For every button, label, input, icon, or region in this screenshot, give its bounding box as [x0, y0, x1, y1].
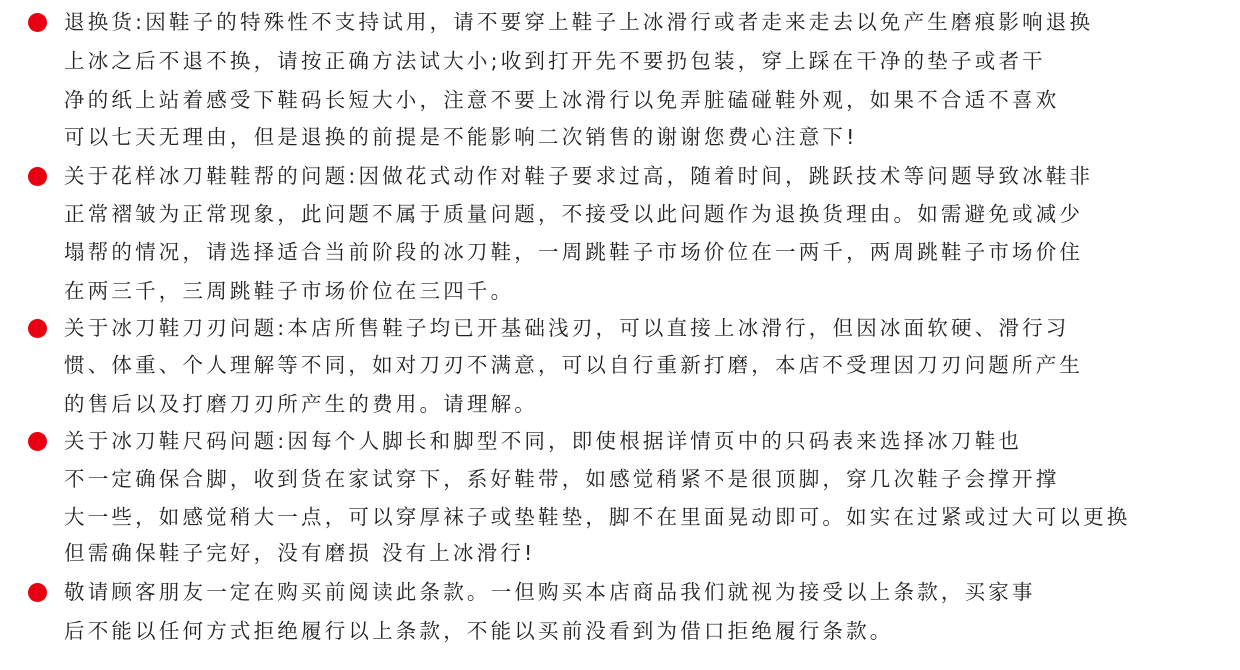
- policy-text-line: 不一定确保合脚，收到货在家试穿下，系好鞋带，如感觉稍紧不是很顶脚，穿几次鞋子会撑开撑: [64, 467, 1060, 491]
- policy-text-line: 塌帮的情况，请选择适合当前阶段的冰刀鞋，一周跳鞋子市场价位在一两千，两周跳鞋子市场价住: [64, 240, 1084, 264]
- policy-text-line: 关于冰刀鞋尺码问题:因每个人脚长和脚型不同，即使根据详情页中的只码表来选择冰刀鞋也: [64, 429, 1023, 453]
- policy-text-line: 大一些，如感觉稍大一点，可以穿厚袜子或垫鞋垫，脚不在里面晃动即可。如实在过紧或过大可以更换: [64, 505, 1131, 529]
- policy-text-line: 上冰之后不退不换，请按正确方法试大小;收到打开先不要扔包装，穿上踩在干净的垫子或者干: [64, 49, 1046, 73]
- policy-text-line: 后不能以任何方式拒绝履行以上条款，不能以买前没看到为借口拒绝履行条款。: [64, 619, 894, 643]
- policy-text-line: 可以七天无理由，但是退换的前提是不能影响二次销售的谢谢您费心注意下!: [64, 125, 858, 149]
- red-bullet-icon: [28, 167, 47, 186]
- red-bullet-icon: [28, 432, 47, 451]
- red-bullet-icon: [28, 13, 47, 32]
- policy-text-line: 正常褶皱为正常现象，此问题不属于质量问题，不接受以此问题作为退换货理由。如需避免或减少: [64, 202, 1084, 226]
- policy-text-line: 惯、体重、个人理解等不同，如对刀刃不满意，可以自行重新打磨，本店不受理因刀刃问题所产生: [64, 353, 1084, 377]
- red-bullet-icon: [28, 583, 47, 602]
- policy-text-line: 退换货:因鞋子的特殊性不支持试用，请不要穿上鞋子上冰滑行或者走来走去以免产生磨痕影响退换: [64, 10, 1094, 34]
- policy-text-line: 敬请顾客朋友一定在购买前阅读此条款。一但购买本店商品我们就视为接受以上条款，买家事: [64, 580, 1036, 604]
- red-bullet-icon: [28, 319, 47, 338]
- policy-text-line: 关于冰刀鞋刀刃问题:本店所售鞋子均已开基础浅刃，可以直接上冰滑行，但因冰面软硬、滑行习: [64, 316, 1070, 340]
- policy-text-line: 净的纸上站着感受下鞋码长短大小，注意不要上冰滑行以免弄脏磕碰鞋外观，如果不合适不喜欢: [64, 88, 1060, 112]
- policy-text-line: 关于花样冰刀鞋鞋帮的问题:因做花式动作对鞋子要求过高，随着时间，跳跃技术等问题导致冰鞋非: [64, 164, 1094, 188]
- policy-text-line: 在两三千，三周跳鞋子市场价位在三四千。: [64, 279, 515, 303]
- policy-text-line: 但需确保鞋子完好，没有磨损 没有上冰滑行!: [64, 541, 536, 565]
- policy-text-line: 的售后以及打磨刀刃所产生的费用。请理解。: [64, 392, 538, 416]
